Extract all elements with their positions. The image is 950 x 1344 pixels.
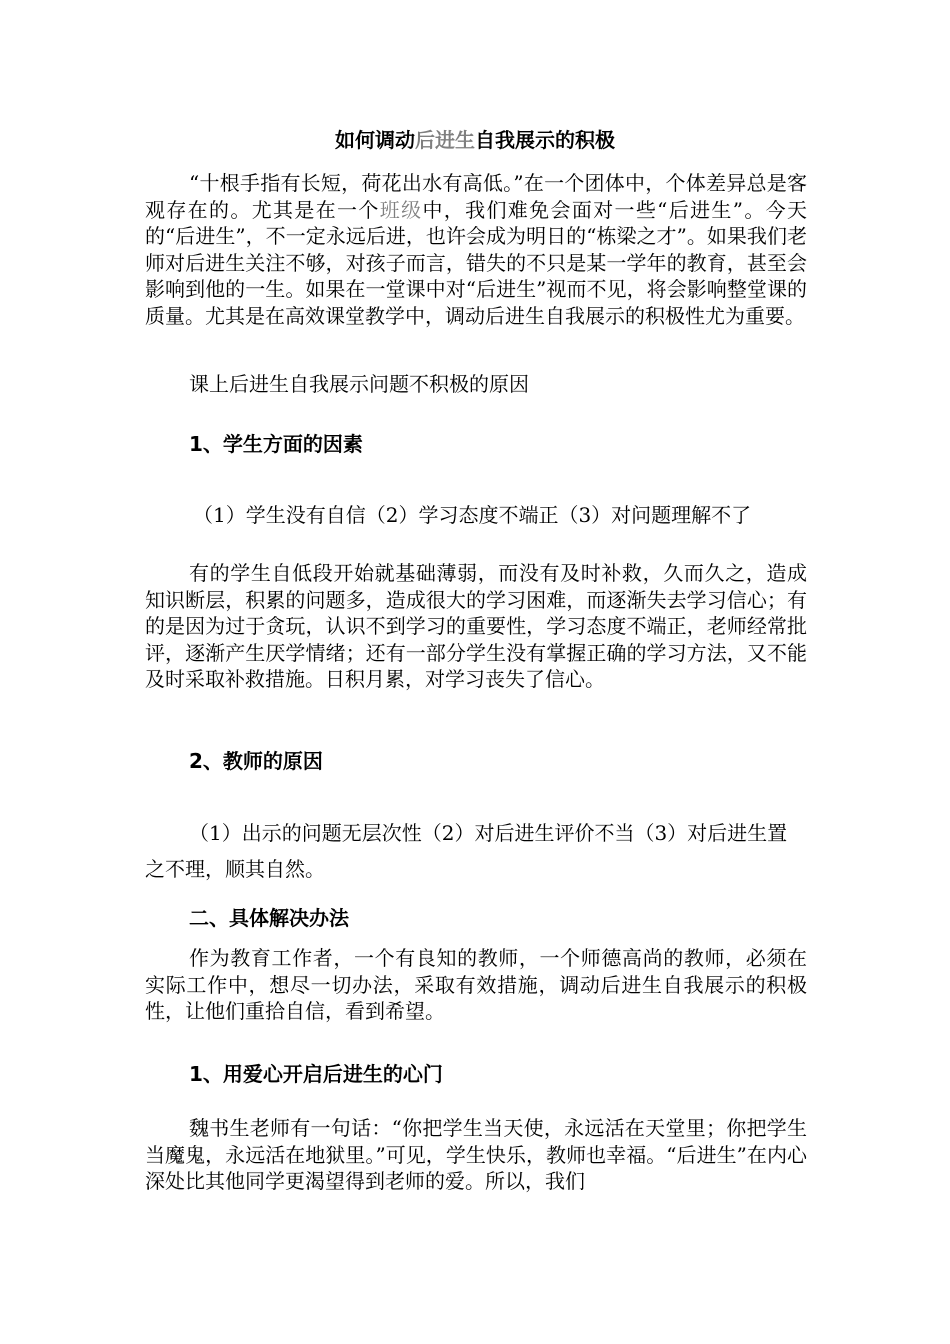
title-part: 如何调动 <box>335 128 415 152</box>
part2-heading: 二、具体解决办法 <box>189 906 349 930</box>
intro-text: “十根手指有长短，荷花出水有高低。”在一个团体中，个体差异总是客观存在的。尤其是在一个 <box>145 171 807 222</box>
reasons-intro: 课上后进生自我展示问题不积极的原因 <box>189 372 529 396</box>
section2-points-line2: 之不理，顺其自然。 <box>145 857 325 881</box>
section2-heading: 2、教师的原因 <box>189 749 323 773</box>
section1-points: （1）学生没有自信（2）学习态度不端正（3）对问题理解不了 <box>193 503 752 527</box>
section1-heading: 1、学生方面的因素 <box>189 432 363 456</box>
document-title <box>0 124 950 153</box>
section1-body: 有的学生自低段开始就基础薄弱，而没有及时补救，久而久之，造成知识断层，积累的问题多，造成很大的学习困难，而逐渐失去学习信心；有的是因为过于贪玩，认识不到学习的重要性，学习态度不端正，老师经常批评，逐渐产生厌学情绪；还有一部分学生没有掌握正确的学习方法，又不能及时采取补救措施。日积月累，对学习丧失了信心。 <box>145 561 807 691</box>
title-part: 自我展示的积极 <box>475 128 615 152</box>
intro-text: 中，我们难免会面对一些“后进生”。今天的“后进生”，不一定永远后进，也许会成为明日的“栋梁之才”。如果我们老师对后进生关注不够，对孩子而言，错失的不只是某一学年的教育，甚至会影响到他的一生。如果在一堂课中对“后进生”视而不见，将会影响整堂课的质量。尤其是在高效课堂教学中，调动后进生自我展示的积极性尤为重要。 <box>145 197 808 328</box>
intro-paragraph <box>145 170 807 329</box>
method1-heading: 1、用爱心开启后进生的心门 <box>189 1062 443 1086</box>
intro-highlight: 班级 <box>379 197 423 222</box>
title-highlight: 后进生 <box>415 128 475 152</box>
section2-points-line1: （1）出示的问题无层次性（2）对后进生评价不当（3）对后进生置 <box>189 821 788 845</box>
method1-body: 魏书生老师有一句话：“你把学生当天使，永远活在天堂里；你把学生当魔鬼，永远活在地狱里。”可见，学生快乐，教师也幸福。“后进生”在内心深处比其他同学更渴望得到老师的爱。所以，我们 <box>145 1116 807 1193</box>
part2-body: 作为教育工作者，一个有良知的教师，一个师德高尚的教师，必须在实际工作中，想尽一切办法，采取有效措施，调动后进生自我展示的积极性，让他们重拾自信，看到希望。 <box>145 946 807 1023</box>
